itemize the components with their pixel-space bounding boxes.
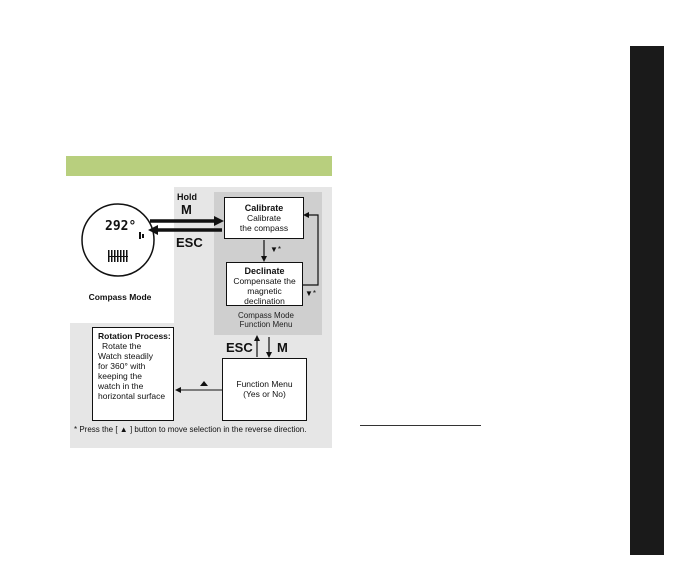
m-lower-label: M <box>277 340 288 355</box>
footnote: * Press the [ ▲ ] button to move selection in the reverse direction. <box>74 425 307 434</box>
calibrate-title: Calibrate <box>244 203 284 213</box>
rotation-line4: keeping the <box>98 371 142 381</box>
declinate-title: Declinate <box>244 266 285 276</box>
rotation-line5: watch in the <box>98 381 144 391</box>
m-label: M <box>181 202 192 217</box>
declinate-line1: Compensate the <box>233 276 296 286</box>
rotation-line3: for 360° with <box>98 361 146 371</box>
rotation-line6: horizontal surface <box>98 391 166 401</box>
star-marker-2: ▼* <box>305 289 317 298</box>
loop-arrow <box>303 215 318 285</box>
function-menu-line1: Function Menu <box>236 379 293 389</box>
rotation-title: Rotation Process: <box>98 331 171 341</box>
rotation-line2: Watch steadily <box>98 351 153 361</box>
declinate-box <box>226 262 303 306</box>
watch-digits: 292° <box>105 219 137 234</box>
function-menu-line2: (Yes or No) <box>243 389 286 399</box>
function-menu-caption-2: Function Menu <box>239 320 293 329</box>
rotation-process-box <box>92 327 174 421</box>
function-menu-caption-1: Compass Mode <box>237 311 295 320</box>
hold-label: Hold <box>177 192 197 202</box>
calibrate-line1: Calibrate <box>246 213 282 223</box>
up-triangle-icon <box>200 381 208 386</box>
esc-label: ESC <box>176 235 203 250</box>
rotation-line1: Rotate the <box>102 341 142 351</box>
declinate-line2: magnetic <box>247 286 282 296</box>
watch-face-icon <box>82 204 154 276</box>
compass-mode-label: Compass Mode <box>88 292 152 302</box>
calibrate-box <box>224 197 304 239</box>
esc-lower-label: ESC <box>226 340 253 355</box>
declinate-line3: declination <box>244 296 285 306</box>
function-menu-box <box>222 358 307 421</box>
calibrate-line2: the compass <box>239 223 289 233</box>
star-marker-1: ▼* <box>270 245 282 254</box>
